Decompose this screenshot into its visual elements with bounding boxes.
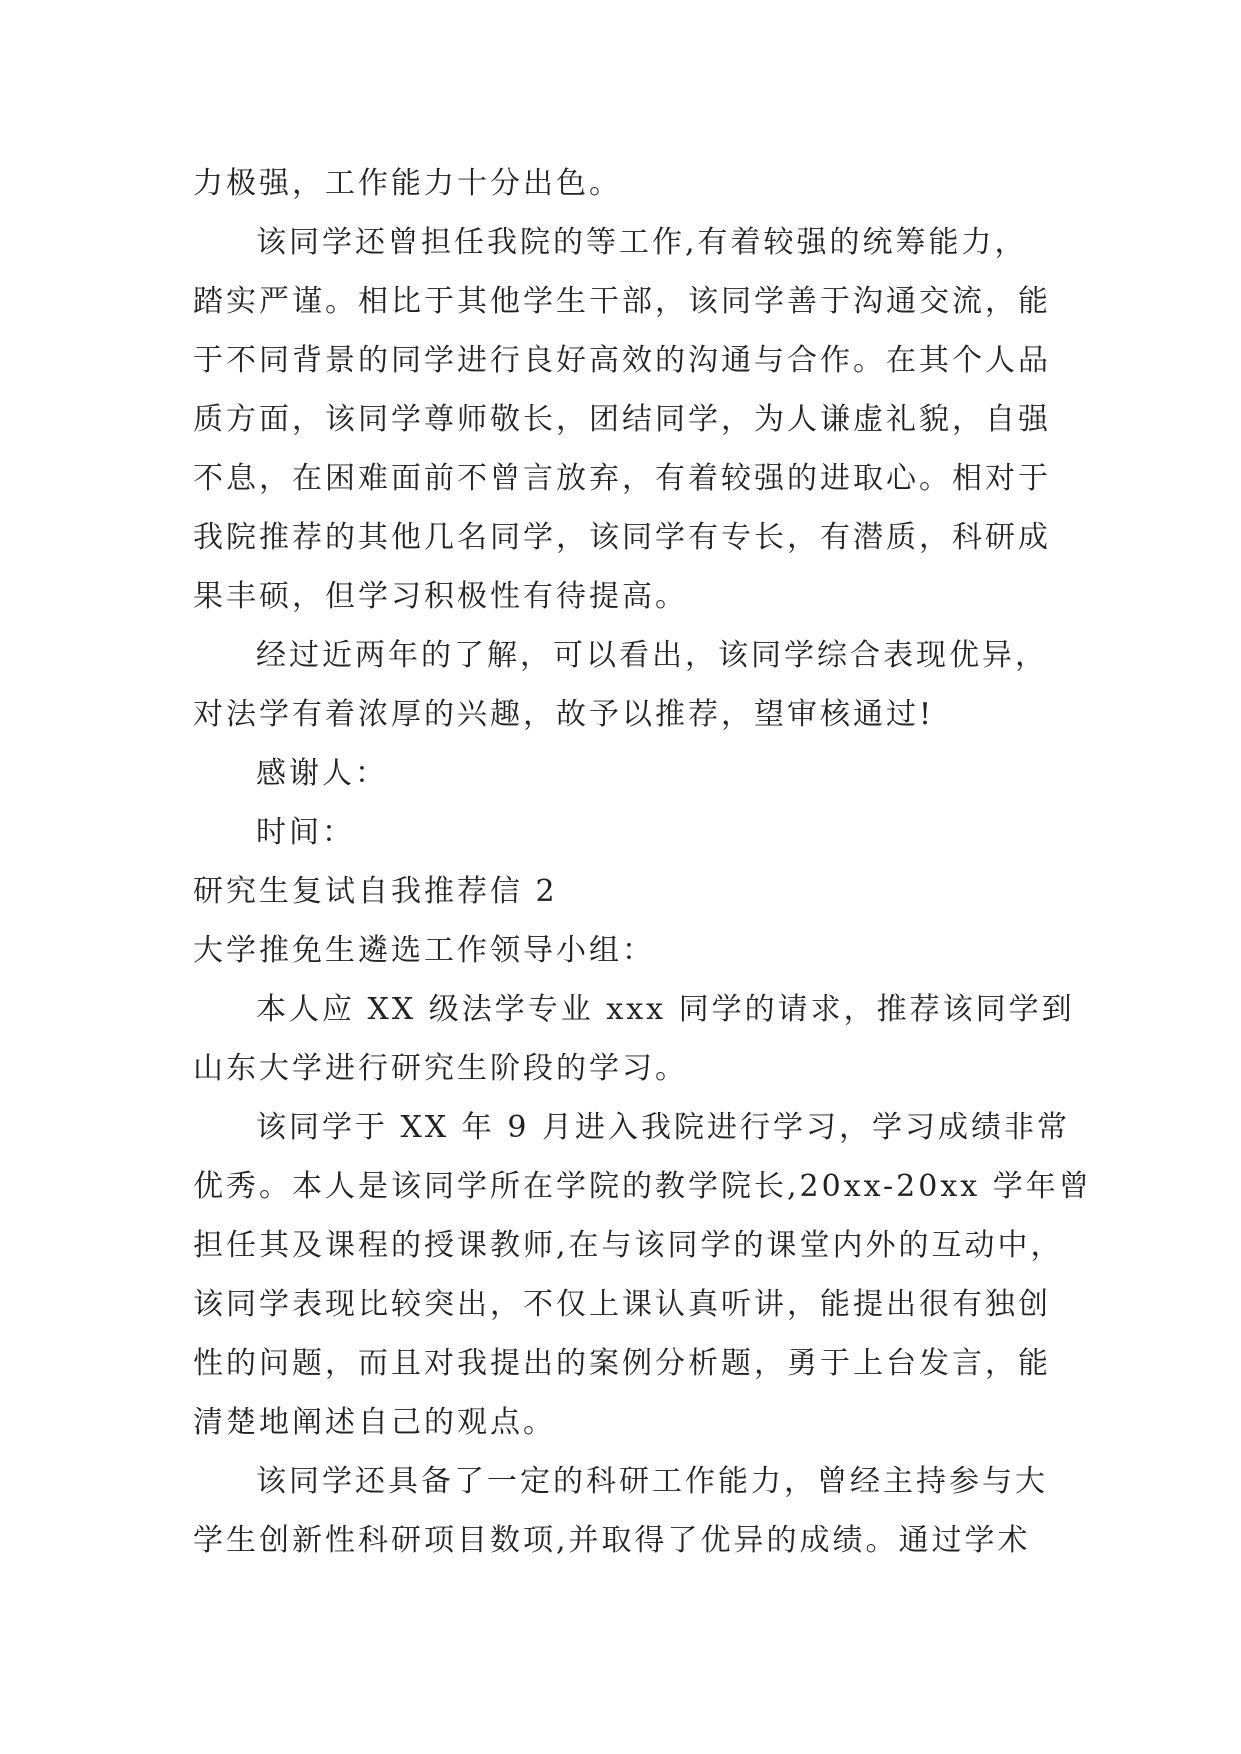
body-line-7: 我院推荐的其他几名同学，该同学有专长，有潜质，科研成	[193, 520, 1051, 555]
body-line-20: 该同学表现比较突出，不仅上课认真听讲，能提出很有独创	[193, 1287, 1051, 1322]
body-line-24: 学生创新性科研项目数项,并取得了优异的成绩。通过学术	[193, 1523, 1031, 1558]
body-line-10: 对法学有着浓厚的兴趣，故予以推荐，望审核通过!	[193, 697, 935, 732]
body-line-21: 性的问题，而且对我提出的案例分析题，勇于上台发言，能	[193, 1346, 1051, 1381]
body-line-6: 不息，在困难面前不曾言放弃，有着较强的进取心。相对于	[193, 461, 1051, 496]
body-line-23: 该同学还具备了一定的科研工作能力，曾经主持参与大	[256, 1464, 1048, 1499]
salutation: 大学推免生遴选工作领导小组：	[193, 933, 655, 968]
body-line-17: 该同学于 XX 年 9 月进入我院进行学习，学习成绩非常	[256, 1110, 1070, 1145]
body-line-22: 清楚地阐述自己的观点。	[193, 1405, 556, 1440]
body-line-1: 力极强，工作能力十分出色。	[193, 166, 622, 201]
signature-time-label: 时间：	[256, 815, 355, 850]
body-line-5: 质方面，该同学尊师敬长，团结同学，为人谦虚礼貌，自强	[193, 402, 1051, 437]
body-line-4: 于不同背景的同学进行良好高效的沟通与合作。在其个人品	[193, 343, 1051, 378]
body-line-3: 踏实严谨。相比于其他学生干部，该同学善于沟通交流，能	[193, 284, 1051, 319]
signature-thanks-label: 感谢人：	[256, 756, 388, 791]
body-line-19: 担任其及课程的授课教师,在与该同学的课堂内外的互动中，	[193, 1228, 1064, 1263]
section-title: 研究生复试自我推荐信 2	[193, 874, 558, 909]
body-line-2: 该同学还曾担任我院的等工作,有着较强的统筹能力，	[256, 225, 1028, 260]
body-line-8: 果丰硕，但学习积极性有待提高。	[193, 579, 688, 614]
body-line-9: 经过近两年的了解，可以看出，该同学综合表现优异，	[256, 638, 1048, 673]
body-line-18: 优秀。本人是该同学所在学院的教学院长,20xx-20xx 学年曾	[193, 1169, 1092, 1204]
body-line-16: 山东大学进行研究生阶段的学习。	[193, 1051, 688, 1086]
body-line-15: 本人应 XX 级法学专业 xxx 同学的请求，推荐该同学到	[256, 992, 1075, 1027]
